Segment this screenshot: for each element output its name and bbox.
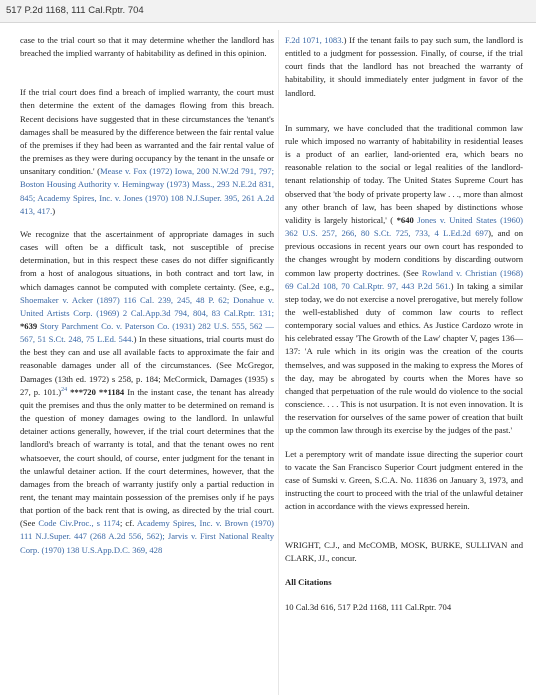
column-divider — [278, 30, 279, 695]
header-citation: 517 P.2d 1168, 111 Cal.Rptr. 704 — [6, 5, 144, 16]
left-paragraph-3 — [20, 228, 274, 557]
star-page-marker: *640 — [393, 214, 418, 225]
left-paragraph-2 — [20, 86, 274, 218]
text-run: ) In these situations, trial courts must do the best they can and use all available facts to approximate the fair and reasonable damages under all of the circumstances. (See McGregor, Damages (13th ed. 1972) s 258, p. 184; McCormick, Damages (1935) s 27, p. 101.) — [20, 334, 274, 397]
right-paragraph-2 — [285, 122, 523, 438]
text-run: We recognize that the ascertainment of appropriate damages in such cases will often be a difficult task, not susceptible of precise determination, but in this respect these cases do not differ significantly from a host of analogous situations, in both contract and tort law, in which damages cannot be computed with complete certainty. (See, e.g., — [20, 228, 274, 292]
citation-link[interactable]: Shoemaker v. Acker (1897) 116 Cal. 239, 245, 48 P. 62; Donahue v. United Artists Corp. (1969) 2 Cal.App.3d 794, 804, 83 Cal.Rptr. 131; — [20, 294, 274, 318]
text-run: ; cf. — [119, 518, 137, 529]
concurrence-line: WRIGHT, C.J., and McCOMB, MOSK, BURKE, SULLIVAN and CLARK, JJ., concur. — [285, 540, 523, 564]
citation-link[interactable]: Mease v. Fox (1972) Iowa, 200 N.W.2d 791, 797; Boston Housing Authority v. Hemingway (1973) Mass., 293 N.E.2d 831, 845; Academy Spires, Inc. v. Jones (1970) 108 N.J.Super. 395, 261 A.2d 413, 417. — [20, 166, 274, 216]
citation-link[interactable]: Academy Spires, Inc. v. Brown (1970) 111 N.J.Super. 447 (268 A.2d 556, 562); Jarvis v. First National Realty Corp. (1970) 138 U.S.App.D.C. 369, 428 — [20, 518, 275, 555]
right-column — [285, 34, 523, 614]
text-run: ) If the tenant fails to pay such sum, the landlord is entitled to a judgment for possession. Finally, of course, if the trial court finds that the landlord has not breached the warranty of habitability, it should immediately enter judgment in favor of the landlord. — [285, 35, 523, 98]
all-citations-text: 10 Cal.3d 616, 517 P.2d 1168, 111 Cal.Rptr. 704 — [285, 601, 452, 612]
star-page-marker: *639 — [20, 320, 41, 331]
text-run: In summary, we have concluded that the traditional common law rule which imposed no warranty of habitability in residential leases is a product of an earlier, land-oriented era, which bears no reasonable relation to the social or legal realities of the landlord-tenant relationship of today. The United States Supreme Court has observed that 'the body of private property law . . ., more than almost any other branch of law, has been shaped by distinctions whose validity is largely historical,' ( — [285, 122, 523, 225]
text-run: In the instant case, the tenant has already quit the premises and thus the only matter to be determined on remand is the question of money damages owing to the landlord. In unlawful detainer actions generally, however, if the trial court determines that the landlord's breach of warranty is total, and that the tenant owes no rent whatsoever, the court should, of course, enter judgment for the tenant in the unlawful detainer action. If the court determines, however, that the damages from the breach of warranty justify only a partial reduction in rent, the tenant may maintain possession of the premises only if he pays that portion of the back rent that is owing, as directed by the trial court. (See — [20, 386, 274, 529]
citation-link[interactable]: Story Parchment Co. v. Paterson Co. (1931) 282 U.S. 555, 562 —567, 51 S.Ct. 248, 75 L.Ed. 544. — [20, 320, 275, 345]
text-run: ) In taking a similar step today, we do not exercise a novel prerogative, but merely follow the well-established duty of common law courts to reflect contemporary social values and ethics. As Justice Cardozo wrote in his celebrated essay 'The Growth of the Law' chapter V, pages 136—137: 'A rule which in its origin was the creation of the courts themselves, and was supposed in the making to express the Mores of the day, may be abrogated by courts when the Mores have so changed that perpetuation of the rule would do violence to the social conscience. . . . This is not usurpation. It is not even innovation. It is the reservation for ourselves of the same power of creation that built up the common law through its exercise by the judges of the past.' — [285, 280, 524, 436]
left-paragraph-1: case to the trial court so that it may determine whether the landlord has breached the implied warranty of habitability as defined in this opinion. — [20, 35, 274, 59]
left-column — [20, 34, 274, 557]
right-paragraph-1 — [285, 34, 523, 100]
citation-link[interactable]: Jones v. United States (1960) 362 U.S. 257, 266, 80 S.Ct. 725, 733, 4 L.Ed.2d 697 — [285, 214, 523, 239]
citation-link[interactable]: F.2d 1071, 1083. — [285, 35, 344, 45]
text-run: If the trial court does find a breach of implied warranty, the court must then determine the extent of the damages flowing from this breach. Recent decisions have suggested that in these circumstances the 'tenant's damages shall be measured by the difference between the fair rental value of the premises if they had been as warranted and the fair rental value of the premises as they were during occupancy by the tenant in the unsafe or unsanitary condition.' ( — [20, 87, 274, 177]
text-run: ), and on previous occasions in recent years our own court has responded to the changes wrought by modern conditions by discarding outworn common law property doctrines. (See — [285, 228, 523, 278]
text-run: ) — [52, 205, 56, 216]
citation-link[interactable]: Rowland v. Christian (1968) 69 Cal.2d 108, 70 Cal.Rptr. 97, 443 P.2d 561. — [285, 267, 523, 291]
footnote-link[interactable]: 24 — [61, 386, 68, 393]
page-header — [0, 0, 536, 23]
star-page-marker: ***720 **1184 — [67, 386, 128, 397]
all-citations-heading: All Citations — [285, 576, 332, 587]
citation-link[interactable]: Code Civ.Proc., s 1174 — [38, 518, 120, 529]
right-paragraph-3: Let a peremptory writ of mandate issue directing the superior court to vacate the San Francisco Superior Court judgment entered in the case of Sumski v. Green, S.C.A. No. 11836 on January 3, 1973, and instructing the court to proceed with the trial of the unlawful detainer action in accordance with the views expressed herein. — [285, 448, 523, 512]
